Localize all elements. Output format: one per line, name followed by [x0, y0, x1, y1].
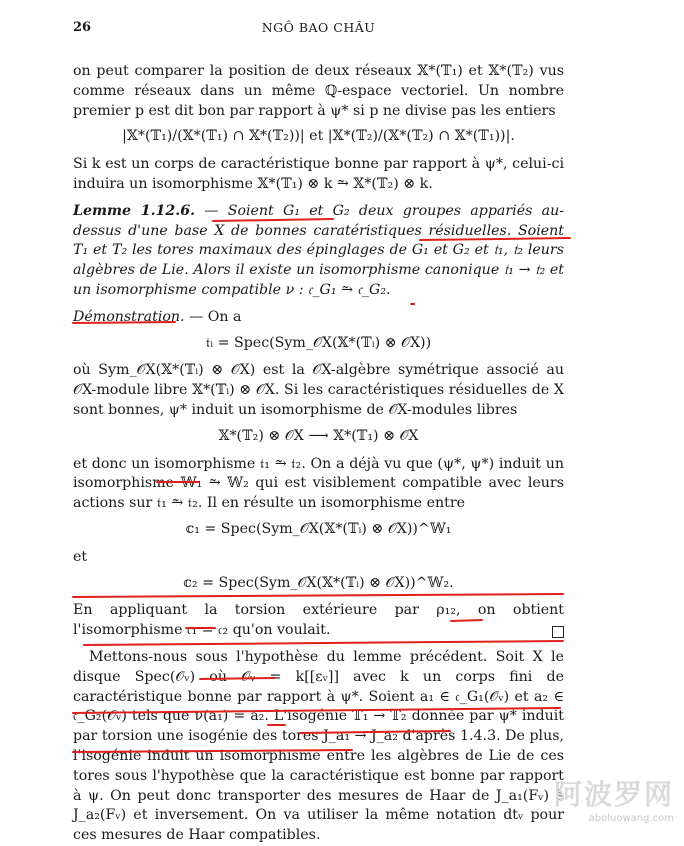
equation-4: 𝕔₁ = Spec(Sym_𝒪X(𝕏*(𝕋ᵢ) ⊗ 𝒪X))^𝕎₁ — [185, 520, 452, 537]
paragraph-6 — [73, 601, 564, 641]
page-body — [73, 62, 564, 846]
paragraph-6-text: En appliquant la torsion extérieure par ρ₁₂, on obtient l'isomorphisme 𝔠₁ = 𝔠₂ qu'on voulait. — [73, 602, 564, 639]
equation-5: 𝕔₂ = Spec(Sym_𝒪X(𝕏*(𝕋ᵢ) ⊗ 𝒪X))^𝕎₂. — [183, 574, 454, 591]
paragraph-2: Si k est un corps de caractéristique bonne par rapport à ψ*, celui-ci induira un isomorphisme 𝕏*(𝕋₁) ⊗ k ⥲ 𝕏*(𝕋₂) ⊗ k. — [73, 156, 564, 192]
equation-3: 𝕏*(𝕋₂) ⊗ 𝒪X ⟶ 𝕏*(𝕋₁) ⊗ 𝒪X — [218, 427, 419, 444]
lemma-text: — Soient G₁ et G₂ deux groupes appariés au-dessus d'une base X de bonnes caratéristiques résiduelles. Soient T₁ et T₂ les tores maximaux des épinglages de G₁ et G₂ et 𝔱₁, 𝔱₂ leurs algèbres de Lie. Alors il existe un isomorphisme canonique 𝔱₁ → 𝔱₂ et un isomorphisme compatible ν : 𝔠_G₁ ⥲ 𝔠_G₂. — [73, 202, 565, 298]
paragraph-7: Mettons-nous sous l'hypothèse du lemme précédent. Soit X le disque Spec(𝒪ᵥ) où 𝒪ᵥ = k[[εᵥ]] avec k un corps fini de caractéristique bonne par rapport à ψ*. Soient a₁ ∈ 𝔠_G₁(𝒪ᵥ) et a₂ ∈ 𝔠_G₂(𝒪ᵥ) tels que ν(a₁) = a₂. L'isogénie 𝕋₁ → 𝕋₂ donnée par ψ* induit par torsion une isogénie des tores J_a₁ → J_a₂ d'après 1.4.3. De plus, l'isogénie induit un isomorphisme entre les algèbres de Lie de ces tores sous l'hypothèse que la caractéristique est bonne par rapport à ψ. On peut donc transporter des mesures de Haar de J_a₁(Fᵥ) à J_a₂(Fᵥ) et inversement. On va utiliser la même notation dtᵥ pour ces mesures de Haar compatibles. — [73, 648, 564, 844]
paragraph-1: on peut comparer la position de deux réseaux 𝕏*(𝕋₁) et 𝕏*(𝕋₂) vus comme réseaux dans un même ℚ-espace vectoriel. Un nombre premier p est dit bon par rapport à ψ* si p ne divise pas les entiers — [73, 63, 564, 119]
page-number: 26 — [73, 20, 92, 35]
running-title: NGÔ BAO CHÂU — [261, 20, 376, 35]
lemma-label: Lemme 1.12.6. — [73, 202, 196, 219]
paragraph-3: où Sym_𝒪X(𝕏*(𝕋ᵢ) ⊗ 𝒪X) est la 𝒪X-algèbre symétrique associé au 𝒪X-module libre 𝕏*(𝕋ᵢ) ⊗ 𝒪X. Si les caractéristiques résiduelles de X sont bonnes, ψ* induit un isomorphisme de 𝒪X-modules libres — [73, 362, 564, 418]
equation-2: 𝔱ᵢ = Spec(Sym_𝒪X(𝕏*(𝕋ᵢ) ⊗ 𝒪X)) — [205, 334, 432, 351]
qed-box-icon — [552, 626, 564, 638]
lemma-1-12-6 — [73, 202, 564, 301]
equation-1: |𝕏*(𝕋₁)/(𝕏*(𝕋₁) ∩ 𝕏*(𝕋₂))| et |𝕏*(𝕋₂)/(𝕏*(𝕋₂) ∩ 𝕏*(𝕋₁))|. — [122, 128, 515, 145]
demonstration-label: Démonstration. — [73, 308, 185, 325]
demonstration — [73, 308, 564, 328]
paragraph-5: et — [73, 548, 88, 565]
page-header — [73, 20, 564, 40]
watermark — [554, 773, 674, 824]
watermark-text: 阿波罗网 — [553, 778, 674, 811]
demonstration-text: — On a — [184, 308, 242, 325]
watermark-url: aboluowang.com — [588, 813, 674, 824]
paragraph-4: et donc un isomorphisme 𝔱₁ ⥲ 𝔱₂. On a déjà vu que (ψ*, ψ*) induit un isomorphisme 𝕎₁ ⥲ 𝕎₂ qui est visiblement compatible avec leurs actions sur 𝔱₁ ⥲ 𝔱₂. Il en résulte un isomorphisme entre — [73, 455, 564, 512]
